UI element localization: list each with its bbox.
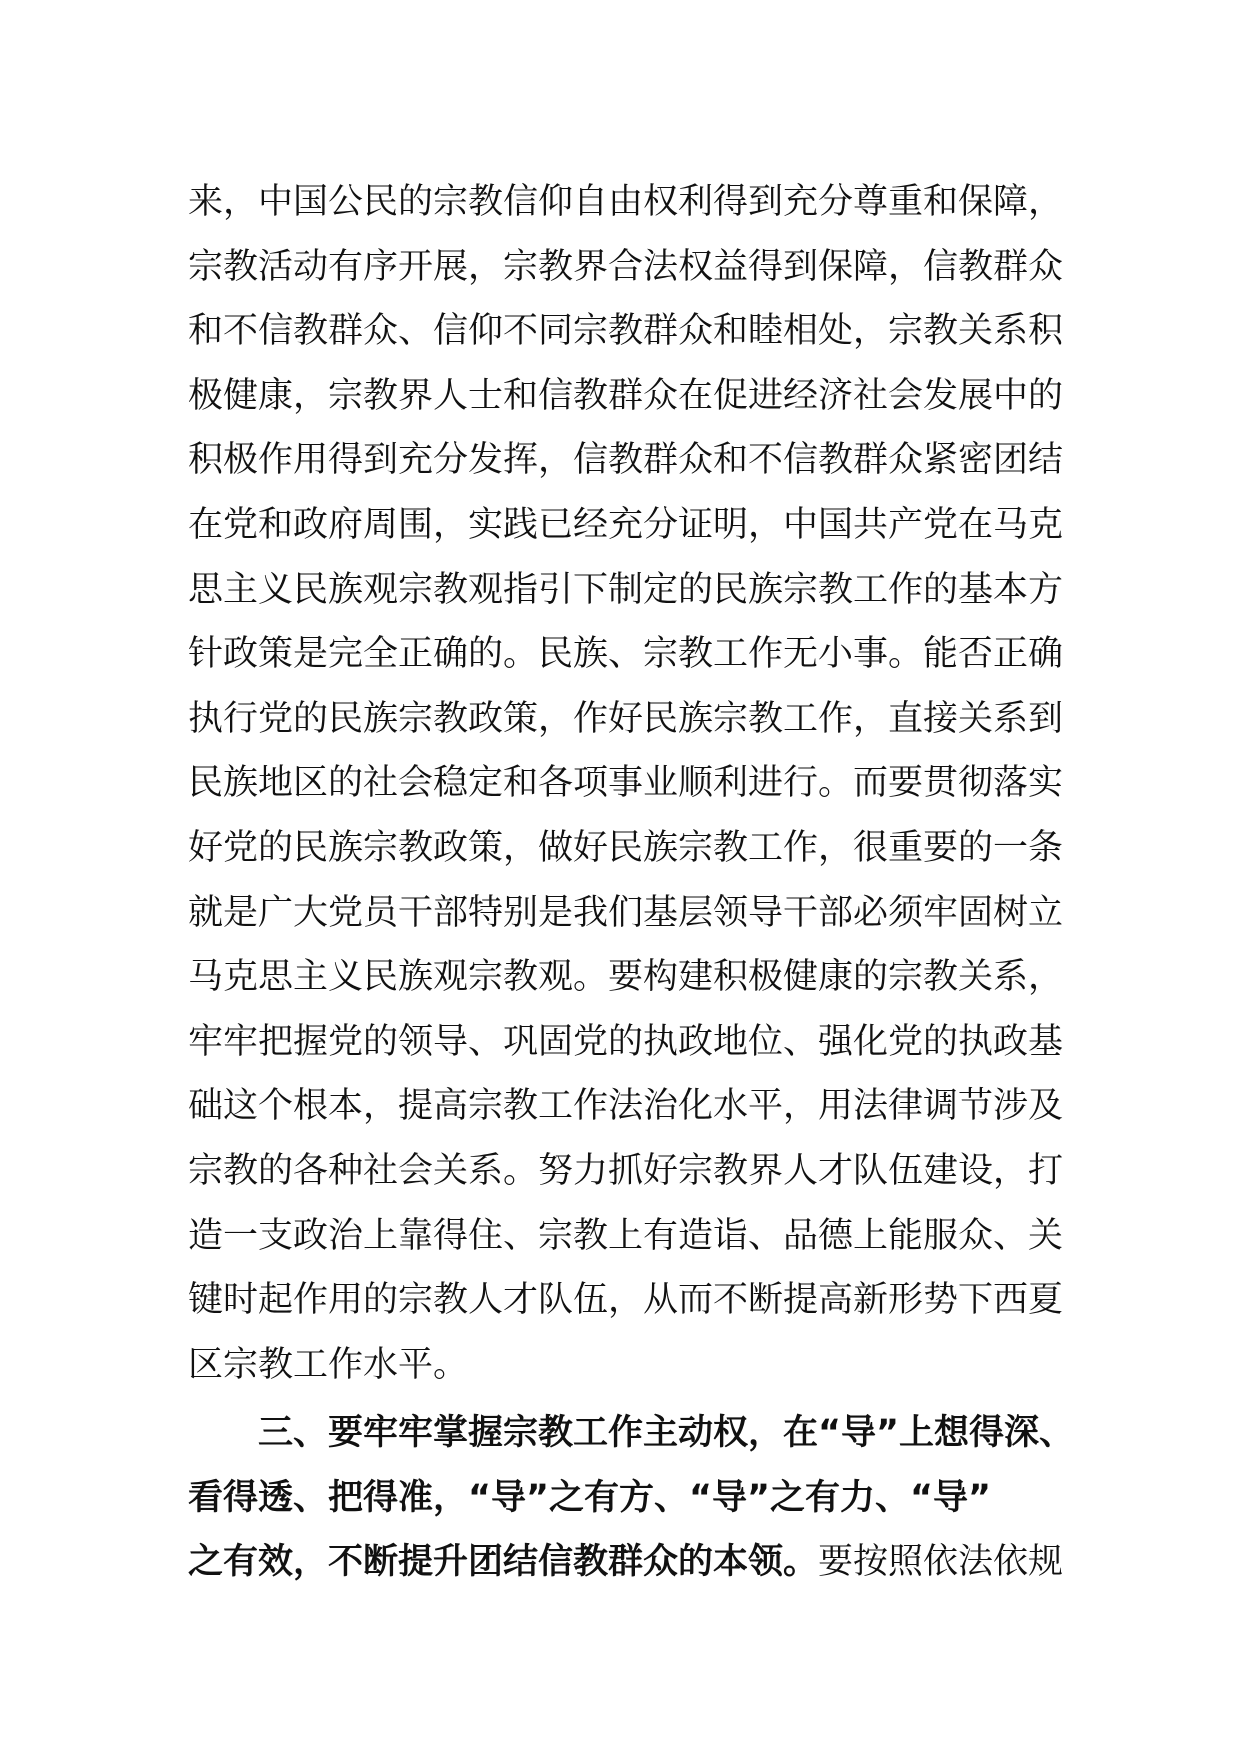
text-line: 宗教的各种社会关系。努力抓好宗教界人才队伍建设，打 [188,1150,1064,1191]
text-line: 思主义民族观宗教观指引下制定的民族宗教工作的基本方 [188,569,1064,610]
text-line: 马克思主义民族观宗教观。要构建积极健康的宗教关系， [188,957,1064,998]
section-heading-line: 三、要牢牢掌握宗教工作主动权，在“导”上想得深、 [188,1413,1075,1454]
text-line: 积极作用得到充分发挥，信教群众和不信教群众紧密团结 [188,440,1064,481]
text-line: 在党和政府周围，实践已经充分证明，中国共产党在马克 [188,504,1064,545]
text-line: 和不信教群众、信仰不同宗教群众和睦相处，宗教关系积 [188,311,1064,352]
text-line: 好党的民族宗教政策，做好民族宗教工作，很重要的一条 [188,827,1064,868]
section-heading-end: 之有效，不断提升团结信教群众的本领。 [188,1542,819,1583]
body-text [188,170,1075,1595]
mixed-text-line [188,1530,1063,1595]
text-line: 针政策是完全正确的。民族、宗教工作无小事。能否正确 [188,634,1064,675]
text-line: 区宗教工作水平。 [188,1344,469,1385]
text-line: 就是广大党员干部特别是我们基层领导干部必须牢固树立 [188,892,1064,933]
text-line: 民族地区的社会稳定和各项事业顺利进行。而要贯彻落实 [188,763,1064,804]
text-line: 础这个根本，提高宗教工作法治化水平，用法律调节涉及 [188,1086,1064,1127]
text-line: 宗教活动有序开展，宗教界合法权益得到保障，信教群众 [188,246,1064,287]
text-line: 键时起作用的宗教人才队伍，从而不断提高新形势下西夏 [188,1280,1064,1321]
text-line: 牢牢把握党的领导、巩固党的执政地位、强化党的执政基 [188,1021,1064,1062]
text-line: 来，中国公民的宗教信仰自由权利得到充分尊重和保障， [188,182,1064,222]
text-line: 极健康，宗教界人士和信教群众在促进经济社会发展中的 [188,375,1064,416]
paragraph-start: 要按照依法依规 [818,1542,1064,1583]
section-heading-line: 看得透、把得准，“导”之有方、“导”之有力、“导” [188,1477,992,1518]
text-line: 造一支政治上靠得住、宗教上有造诣、品德上能服众、关 [188,1215,1064,1256]
text-line: 执行党的民族宗教政策，作好民族宗教工作，直接关系到 [188,698,1064,739]
